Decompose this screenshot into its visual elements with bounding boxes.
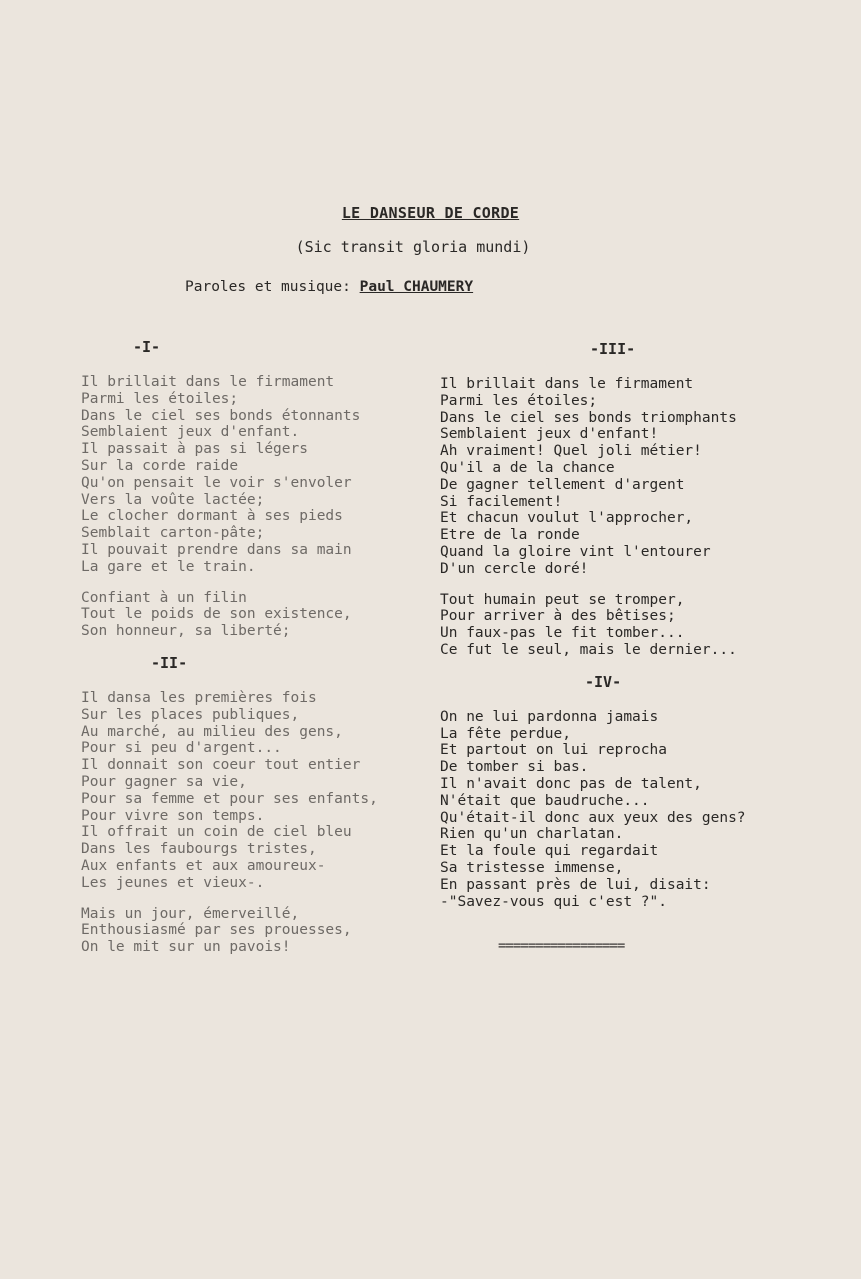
right-column <box>440 340 810 910</box>
section-ii-verse-1: Il dansa les premières fois Sur les places publiques, Au marché, au milieu des gens, Pour si peu d'argent... Il donnait son coeur tout entier Pour gagner sa vie, Pour sa femme et pour ses enfants, Pour vivre son temps. Il offrait un coin de ciel bleu Dans les faubourgs tristes, Aux enfants et aux amoureux- Les jeunes et vieux-. <box>81 689 378 891</box>
end-rule: ================= <box>498 938 625 954</box>
song-title: LE DANSEUR DE CORDE <box>341 204 520 222</box>
section-iii-verse-2: Tout humain peut se tromper, Pour arriver à des bêtises; Un faux-pas le fit tomber... Ce fut le seul, mais le dernier... <box>440 591 737 658</box>
section-i-verse-2: Confiant à un filin Tout le poids de son existence, Son honneur, sa liberté; <box>81 589 352 640</box>
section-iv-verse-1: On ne lui pardonna jamais La fête perdue, Et partout on lui reprocha De tomber si bas. Il n'avait donc pas de talent, N'était que baudruche... Qu'était-il donc aux yeux des gens? Rien qu'un charlatan. Et la foule qui regardait Sa tristesse immense, En passant près de lui, disait: -"Savez-vous qui c'est ?". <box>440 708 746 910</box>
left-column <box>81 338 451 956</box>
section-heading-iv: -IV- <box>585 672 622 691</box>
credits-line <box>185 279 473 295</box>
section-heading-ii: -II- <box>151 653 188 672</box>
credits-prefix: Paroles et musique: <box>185 279 351 295</box>
section-i-verse-1: Il brillait dans le firmament Parmi les étoiles; Dans le ciel ses bonds étonnants Semblaient jeux d'enfant. Il passait à pas si légers Sur la corde raide Qu'on pensait le voir s'envoler Vers la voûte lactée; Le clocher dormant à ses pieds Semblait carton-pâte; Il pouvait prendre dans sa main La gare et le train. <box>81 374 361 575</box>
section-iii-verse-1: Il brillait dans le firmament Parmi les étoiles; Dans le ciel ses bonds triomphants Semblaient jeux d'enfant! Ah vraiment! Quel joli métier! Qu'il a de la chance De gagner tellement d'argent Si facilement! Et chacun voulut l'approcher, Etre de la ronde Quand la gloire vint l'entourer D'un cercle doré! <box>440 376 737 577</box>
song-subtitle: (Sic transit gloria mundi) <box>295 238 531 256</box>
credits-author: Paul CHAUMERY <box>359 279 474 295</box>
section-heading-i: -I- <box>133 338 161 356</box>
section-ii-verse-2: Mais un jour, émerveillé, Enthousiasmé par ses prouesses, On le mit sur un pavois! <box>81 905 352 956</box>
section-heading-iii: -III- <box>590 340 636 358</box>
